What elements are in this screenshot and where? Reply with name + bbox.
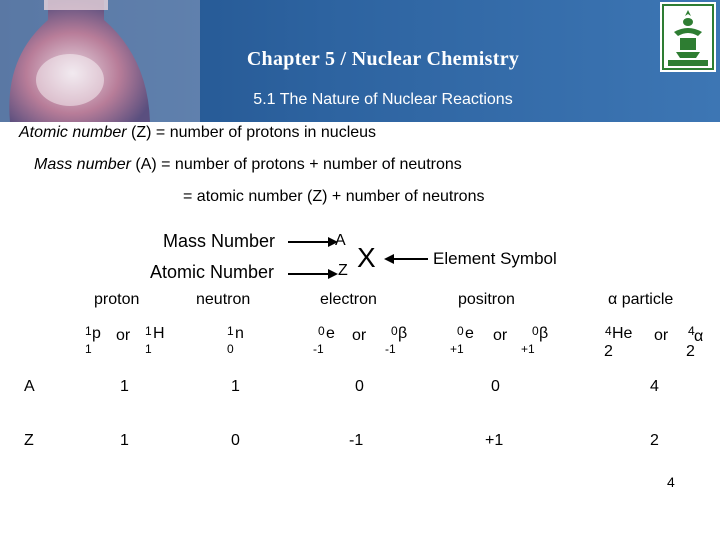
mass-number-label: Mass Number bbox=[163, 231, 276, 251]
row-a-positron: 0 bbox=[491, 378, 500, 395]
atomic-number-term: Atomic number bbox=[19, 124, 127, 141]
header-positron: positron bbox=[458, 291, 515, 308]
header-neutron: neutron bbox=[196, 291, 251, 308]
row-a-alpha: 4 bbox=[650, 378, 659, 395]
row-z-electron: -1 bbox=[349, 432, 364, 449]
atomic-number-symbol: Z bbox=[338, 262, 348, 279]
row-a-label: A bbox=[24, 378, 35, 395]
atomic-number-text: (Z) = number of protons in nucleus bbox=[126, 124, 377, 141]
element-symbol-label: Element Symbol bbox=[433, 249, 557, 268]
row-a-neutron: 1 bbox=[231, 378, 240, 395]
row-z-proton: 1 bbox=[120, 432, 129, 449]
electron-symbol-beta: β bbox=[398, 325, 408, 342]
proton-symbol-h: H bbox=[153, 325, 165, 342]
proton-atomic-number: 1 bbox=[85, 342, 92, 356]
proton-symbol-p: p bbox=[92, 325, 101, 342]
beta-minus-atomic-number: -1 bbox=[385, 342, 396, 356]
atomic-arrow-head bbox=[328, 269, 338, 279]
proton-mass-number: 1 bbox=[85, 324, 92, 338]
row-z-positron: +1 bbox=[485, 432, 504, 449]
row-z-neutron: 0 bbox=[231, 432, 240, 449]
header-proton: proton bbox=[94, 291, 140, 308]
positron-atomic-number: +1 bbox=[450, 342, 464, 356]
element-symbol-x: X bbox=[357, 242, 376, 273]
hydrogen-atomic-number: 1 bbox=[145, 342, 152, 356]
electron-mass-number: 0 bbox=[318, 324, 325, 338]
electron-symbol-e: e bbox=[326, 325, 335, 342]
or-text: or bbox=[116, 327, 131, 344]
alpha-mass-number: 4 bbox=[688, 324, 695, 338]
neutron-symbol: n bbox=[235, 325, 244, 342]
neutron-atomic-number: 0 bbox=[227, 342, 234, 356]
mass-number-text: (A) = number of protons + number of neutrons bbox=[130, 156, 462, 173]
atomic-arrow-line bbox=[288, 273, 330, 275]
row-a-electron: 0 bbox=[355, 378, 364, 395]
slide-title: Chapter 5 / Nuclear Chemistry bbox=[246, 48, 520, 70]
helium-mass-number: 4 bbox=[605, 324, 612, 338]
beta-minus-mass-number: 0 bbox=[391, 324, 398, 338]
mass-number-definition bbox=[34, 156, 462, 174]
header-alpha-particle: α particle bbox=[608, 291, 674, 308]
positron-symbol-beta: β bbox=[539, 325, 549, 342]
atomic-number-label: Atomic Number bbox=[150, 262, 275, 282]
atomic-number-definition bbox=[19, 124, 376, 142]
row-a-proton: 1 bbox=[120, 378, 129, 395]
mass-number-symbol: A bbox=[335, 232, 346, 249]
hydrogen-mass-number: 1 bbox=[145, 324, 152, 338]
row-z-label: Z bbox=[24, 432, 34, 449]
mass-arrow-line bbox=[288, 241, 330, 243]
alpha-symbol-he: He bbox=[612, 325, 633, 342]
or-text: or bbox=[654, 327, 669, 344]
alpha-symbol: α bbox=[694, 328, 704, 345]
page-number: 4 bbox=[667, 474, 675, 490]
or-text: or bbox=[493, 327, 508, 344]
beta-plus-mass-number: 0 bbox=[532, 324, 539, 338]
row-z-alpha: 2 bbox=[650, 432, 659, 449]
mass-number-equation: = atomic number (Z) + number of neutrons bbox=[183, 188, 485, 205]
helium-atomic-number: 2 bbox=[604, 343, 613, 360]
positron-mass-number: 0 bbox=[457, 324, 464, 338]
or-text: or bbox=[352, 327, 367, 344]
alpha-atomic-number: 2 bbox=[686, 343, 695, 360]
electron-atomic-number: -1 bbox=[313, 342, 324, 356]
positron-symbol-e: e bbox=[465, 325, 474, 342]
mass-number-term: Mass number bbox=[34, 156, 131, 173]
slide-subtitle: 5.1 The Nature of Nuclear Reactions bbox=[253, 91, 513, 108]
neutron-mass-number: 1 bbox=[227, 324, 234, 338]
beta-plus-atomic-number: +1 bbox=[521, 342, 535, 356]
header-electron: electron bbox=[320, 291, 377, 308]
symbol-arrow-line bbox=[392, 258, 428, 260]
